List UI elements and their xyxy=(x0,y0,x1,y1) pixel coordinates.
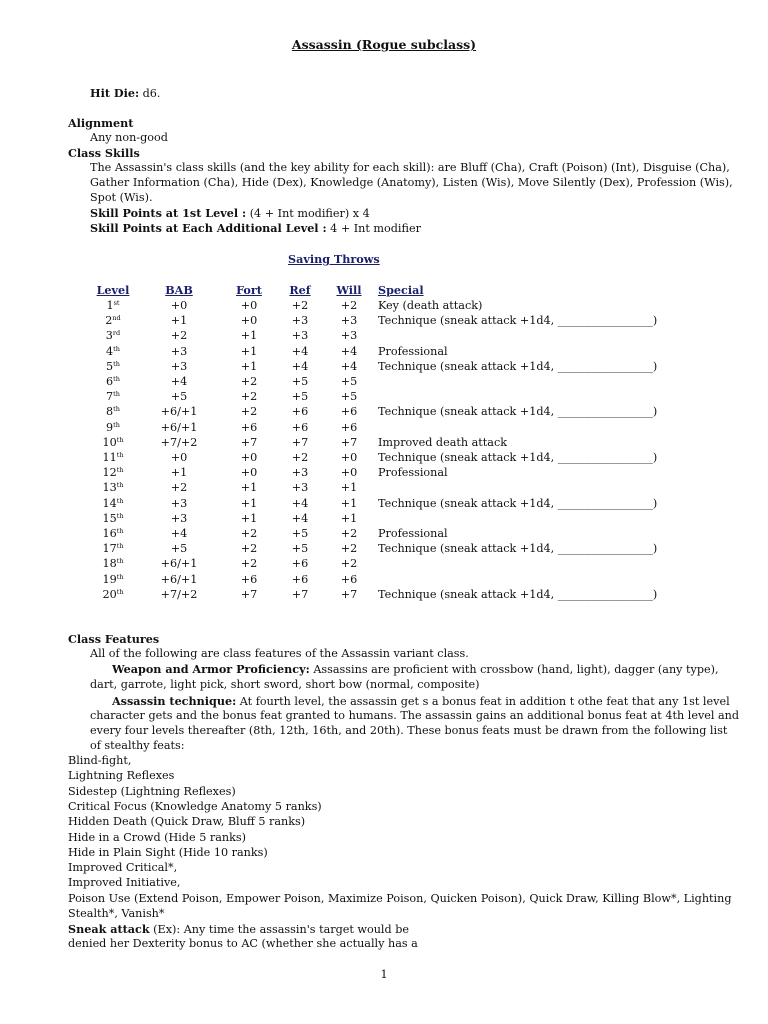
cell-special: Technique (sneak attack +1d4, _________________) xyxy=(378,405,658,419)
class-progression-table xyxy=(86,283,658,602)
cell-special: Technique (sneak attack +1d4, _________________) xyxy=(378,587,658,601)
cell-bab: +6/+1 xyxy=(160,405,198,419)
cell-bab: +0 xyxy=(170,299,188,312)
table-header-row xyxy=(86,283,658,298)
cell-fort: +2 xyxy=(240,557,258,571)
cell-fort: +0 xyxy=(240,314,258,328)
cell-special: Improved death attack xyxy=(378,435,508,449)
level-ordinal-suffix: th xyxy=(116,451,124,460)
skill-points-first-level xyxy=(90,206,370,221)
cell-will: +4 xyxy=(340,359,358,373)
cell-will: +0 xyxy=(340,451,358,465)
level-number: 18 xyxy=(102,557,117,571)
feat-list-item: Poison Use (Extend Poison, Empower Poison, Maximize Poison, Quicken Poison), Quick Draw, Killing Blow*, Lighting xyxy=(68,891,732,905)
level-ordinal-suffix: th xyxy=(116,496,124,505)
cell-special: Professional xyxy=(378,527,448,541)
cell-bab: +6/+1 xyxy=(160,572,198,586)
cell-level xyxy=(86,404,140,419)
cell-fort: +1 xyxy=(240,481,258,495)
cell-ref: +7 xyxy=(291,587,309,601)
cell-special: Professional xyxy=(378,344,448,358)
cell-ref: +3 xyxy=(291,481,309,495)
cell-ref: +6 xyxy=(291,572,309,586)
level-ordinal-suffix: th xyxy=(116,557,124,566)
level-number: 4 xyxy=(106,344,114,358)
cell-fort: +7 xyxy=(240,435,258,449)
cell-ref: +4 xyxy=(291,344,309,358)
weapon-proficiency-line-2: dart, garrote, light pick, short sword, short bow (normal, composite) xyxy=(90,678,480,691)
table-row xyxy=(86,359,658,374)
feat-list-item: Improved Initiative, xyxy=(68,876,181,890)
cell-will: +2 xyxy=(340,527,358,541)
weapon-proficiency-text: Assassins are proficient with crossbow (hand, light), dagger (any type), xyxy=(309,663,719,676)
sneak-attack-line-1 xyxy=(68,922,409,937)
cell-fort: +6 xyxy=(240,420,258,434)
cell-fort: +0 xyxy=(240,451,258,465)
cell-bab: +3 xyxy=(170,496,188,510)
cell-special xyxy=(378,572,658,587)
table-row xyxy=(86,572,658,587)
cell-level xyxy=(86,556,140,571)
cell-will: +7 xyxy=(340,435,358,449)
cell-bab: +1 xyxy=(170,466,188,480)
level-number: 7 xyxy=(106,390,114,404)
hit-die-value: d6. xyxy=(139,87,161,100)
cell-bab: +7/+2 xyxy=(160,435,198,449)
cell-ref: +5 xyxy=(291,390,309,404)
cell-special xyxy=(378,389,658,404)
cell-fort: +1 xyxy=(240,511,258,525)
cell-ref: +3 xyxy=(291,329,309,343)
assassin-technique-line-3: every four levels thereafter (8th, 12th, 16th, and 20th). These bonus feats must be drawn from the following list xyxy=(90,724,728,737)
cell-will: +0 xyxy=(340,466,358,480)
cell-will: +6 xyxy=(340,572,358,586)
assassin-technique-line-1 xyxy=(112,694,730,709)
cell-ref: +4 xyxy=(291,359,309,373)
table-row xyxy=(86,420,658,435)
cell-will: +2 xyxy=(340,299,358,312)
level-ordinal-suffix: rd xyxy=(112,329,121,338)
cell-level xyxy=(86,328,140,343)
cell-will: +4 xyxy=(340,344,358,358)
assassin-technique-text: At fourth level, the assassin get s a bonus feat in addition t othe feat that any 1st level xyxy=(236,695,730,708)
cell-bab: +7/+2 xyxy=(160,587,198,601)
header-bab: BAB xyxy=(165,283,193,297)
level-number: 14 xyxy=(102,496,117,510)
level-ordinal-suffix: th xyxy=(116,527,124,536)
saving-throws-heading: Saving Throws xyxy=(288,252,380,266)
feat-list-item: Sidestep (Lightning Reflexes) xyxy=(68,784,236,798)
cell-ref: +6 xyxy=(291,405,309,419)
table-row xyxy=(86,496,658,511)
feat-list-item: Improved Critical*, xyxy=(68,861,178,875)
cell-ref: +6 xyxy=(291,557,309,571)
cell-special: Technique (sneak attack +1d4, _________________) xyxy=(378,496,658,510)
hit-die-line xyxy=(90,86,161,101)
cell-level xyxy=(86,541,140,556)
table-row xyxy=(86,587,658,602)
header-level: Level xyxy=(96,283,130,297)
cell-bab: +0 xyxy=(170,451,188,465)
level-ordinal-suffix: th xyxy=(113,375,120,384)
level-number: 1 xyxy=(106,299,114,312)
class-features-intro: All of the following are class features of the Assassin variant class. xyxy=(90,647,469,660)
level-ordinal-suffix: th xyxy=(113,344,120,353)
cell-special: Technique (sneak attack +1d4, _________________) xyxy=(378,359,658,373)
sneak-attack-label: Sneak attack xyxy=(68,922,150,936)
class-skills-line-2: Gather Information (Cha), Hide (Dex), Knowledge (Anatomy), Listen (Wis), Move Silently (Dex), Profession (Wis), xyxy=(90,176,733,189)
level-number: 2 xyxy=(105,314,113,328)
table-row xyxy=(86,511,658,526)
cell-will: +1 xyxy=(340,481,358,495)
table-row xyxy=(86,541,658,556)
level-ordinal-suffix: th xyxy=(113,390,120,399)
cell-ref: +3 xyxy=(291,314,309,328)
cell-will: +7 xyxy=(340,587,358,601)
cell-special xyxy=(378,328,658,343)
cell-ref: +5 xyxy=(291,542,309,556)
level-ordinal-suffix: th xyxy=(113,420,120,429)
cell-bab: +2 xyxy=(170,481,188,495)
table-row xyxy=(86,328,658,343)
cell-bab: +3 xyxy=(170,359,188,373)
cell-ref: +4 xyxy=(291,496,309,510)
cell-will: +3 xyxy=(340,314,358,328)
cell-special xyxy=(378,420,658,435)
table-row xyxy=(86,465,658,480)
feat-list-item: Blind-fight, xyxy=(68,754,132,767)
weapon-proficiency-line-1 xyxy=(112,662,719,677)
level-ordinal-suffix: th xyxy=(116,587,124,596)
table-row xyxy=(86,450,658,465)
cell-ref: +2 xyxy=(291,451,309,465)
table-row xyxy=(86,389,658,404)
cell-will: +2 xyxy=(340,542,358,556)
level-number: 12 xyxy=(102,466,117,480)
cell-level xyxy=(86,420,140,435)
skill-points-additional-label: Skill Points at Each Additional Level : xyxy=(90,221,327,235)
cell-fort: +2 xyxy=(240,542,258,556)
cell-special xyxy=(378,374,658,389)
alignment-heading: Alignment xyxy=(68,116,134,130)
cell-bab: +3 xyxy=(170,511,188,525)
cell-fort: +7 xyxy=(240,587,258,601)
table-row xyxy=(86,404,658,419)
level-number: 13 xyxy=(102,481,117,495)
cell-bab: +5 xyxy=(170,542,188,556)
cell-bab: +2 xyxy=(170,329,188,343)
cell-fort: +0 xyxy=(240,466,258,480)
level-number: 5 xyxy=(106,359,114,373)
hit-die-label: Hit Die: xyxy=(90,86,140,100)
sneak-attack-text: (Ex): Any time the assassin's target would be xyxy=(149,923,410,936)
level-number: 20 xyxy=(102,587,117,601)
level-ordinal-suffix: th xyxy=(116,572,124,581)
cell-will: +1 xyxy=(340,511,358,525)
level-ordinal-suffix: st xyxy=(113,299,120,307)
cell-will: +1 xyxy=(340,496,358,510)
cell-will: +6 xyxy=(340,420,358,434)
skill-points-additional-value: 4 + Int modifier xyxy=(326,222,421,235)
table-row xyxy=(86,556,658,571)
cell-special: Key (death attack) xyxy=(378,299,483,312)
alignment-value: Any non-good xyxy=(90,131,168,144)
cell-level xyxy=(86,313,140,328)
cell-special: Professional xyxy=(378,466,448,480)
level-ordinal-suffix: th xyxy=(116,481,124,490)
cell-level xyxy=(86,374,140,389)
cell-bab: +6/+1 xyxy=(160,420,198,434)
cell-level xyxy=(86,450,140,465)
cell-level xyxy=(86,587,140,602)
feat-list-item: Lightning Reflexes xyxy=(68,769,175,783)
cell-level xyxy=(86,389,140,404)
assassin-technique-label: Assassin technique: xyxy=(112,694,237,708)
table-row xyxy=(86,298,658,313)
cell-level xyxy=(86,572,140,587)
sneak-attack-line-2: denied her Dexterity bonus to AC (whether she actually has a xyxy=(68,937,418,950)
feat-list-item: Hide in Plain Sight (Hide 10 ranks) xyxy=(68,845,268,859)
cell-bab: +1 xyxy=(170,314,188,328)
cell-fort: +1 xyxy=(240,496,258,510)
cell-level xyxy=(86,435,140,450)
table-row xyxy=(86,313,658,328)
level-ordinal-suffix: th xyxy=(113,405,120,414)
cell-fort: +6 xyxy=(240,572,258,586)
page-number: 1 xyxy=(380,968,388,981)
level-number: 17 xyxy=(102,542,117,556)
header-will: Will xyxy=(336,283,362,297)
cell-level xyxy=(86,298,140,313)
skill-points-first-value: (4 + Int modifier) x 4 xyxy=(246,207,370,220)
cell-special xyxy=(378,511,658,526)
cell-ref: +5 xyxy=(291,375,309,389)
level-number: 11 xyxy=(102,451,117,465)
level-number: 9 xyxy=(106,420,114,434)
cell-special: Technique (sneak attack +1d4, _________________) xyxy=(378,451,658,465)
weapon-proficiency-label: Weapon and Armor Proficiency: xyxy=(112,662,310,676)
level-number: 6 xyxy=(106,375,114,389)
cell-fort: +0 xyxy=(240,299,258,312)
page-title: Assassin (Rogue subclass) xyxy=(291,37,477,52)
level-ordinal-suffix: th xyxy=(116,511,124,520)
feat-list-item: Hide in a Crowd (Hide 5 ranks) xyxy=(68,830,246,844)
level-ordinal-suffix: th xyxy=(113,359,120,368)
cell-level xyxy=(86,359,140,374)
skill-points-first-label: Skill Points at 1st Level : xyxy=(90,206,247,220)
cell-ref: +3 xyxy=(291,466,309,480)
cell-special xyxy=(378,556,658,571)
class-skills-line-3: Spot (Wis). xyxy=(90,191,153,204)
cell-bab: +6/+1 xyxy=(160,557,198,571)
assassin-technique-line-4: of stealthy feats: xyxy=(90,739,185,752)
cell-special: Technique (sneak attack +1d4, _________________) xyxy=(378,314,658,328)
cell-ref: +4 xyxy=(291,511,309,525)
cell-will: +5 xyxy=(340,375,358,389)
cell-will: +2 xyxy=(340,557,358,571)
cell-ref: +2 xyxy=(291,299,309,312)
cell-level xyxy=(86,344,140,359)
feat-list-item: Stealth*, Vanish* xyxy=(68,907,165,920)
level-number: 19 xyxy=(102,572,117,586)
level-number: 3 xyxy=(105,329,113,343)
table-row xyxy=(86,374,658,389)
class-skills-line-1: The Assassin's class skills (and the key ability for each skill): are Bluff (Cha), Craft (Poison) (Int), Disguise (Cha), xyxy=(90,161,730,174)
table-row xyxy=(86,526,658,541)
cell-ref: +7 xyxy=(291,435,309,449)
cell-fort: +2 xyxy=(240,527,258,541)
table-row xyxy=(86,344,658,359)
class-skills-heading: Class Skills xyxy=(68,146,140,160)
cell-will: +3 xyxy=(340,329,358,343)
header-special: Special xyxy=(378,283,424,297)
feat-list-item: Hidden Death (Quick Draw, Bluff 5 ranks) xyxy=(68,815,306,829)
cell-fort: +2 xyxy=(240,375,258,389)
level-ordinal-suffix: nd xyxy=(112,314,121,323)
cell-level xyxy=(86,496,140,511)
level-number: 10 xyxy=(102,435,117,449)
level-number: 8 xyxy=(106,405,114,419)
cell-level xyxy=(86,480,140,495)
header-ref: Ref xyxy=(289,283,311,297)
table-body xyxy=(86,298,658,602)
cell-will: +5 xyxy=(340,390,358,404)
table-row xyxy=(86,435,658,450)
cell-special xyxy=(378,480,658,495)
header-fort: Fort xyxy=(236,283,262,297)
cell-fort: +2 xyxy=(240,405,258,419)
cell-ref: +6 xyxy=(291,420,309,434)
level-ordinal-suffix: th xyxy=(116,542,124,551)
skill-points-additional-level xyxy=(90,221,421,236)
cell-level xyxy=(86,526,140,541)
cell-fort: +1 xyxy=(240,344,258,358)
cell-bab: +4 xyxy=(170,527,188,541)
cell-ref: +5 xyxy=(291,527,309,541)
level-number: 15 xyxy=(102,511,117,525)
cell-fort: +1 xyxy=(240,359,258,373)
cell-will: +6 xyxy=(340,405,358,419)
cell-special: Technique (sneak attack +1d4, _________________) xyxy=(378,542,658,556)
level-number: 16 xyxy=(102,527,117,541)
cell-level xyxy=(86,511,140,526)
cell-bab: +5 xyxy=(170,390,188,404)
table-row xyxy=(86,480,658,495)
level-ordinal-suffix: th xyxy=(116,466,124,475)
cell-level xyxy=(86,465,140,480)
cell-bab: +4 xyxy=(170,375,188,389)
level-ordinal-suffix: th xyxy=(116,435,124,444)
assassin-technique-line-2: character gets and the bonus feat granted to humans. The assassin gains an additional bonus feat at 4th level and xyxy=(90,709,740,722)
cell-fort: +1 xyxy=(240,329,258,343)
class-features-heading: Class Features xyxy=(68,632,160,646)
cell-fort: +2 xyxy=(240,390,258,404)
cell-bab: +3 xyxy=(170,344,188,358)
feat-list-item: Critical Focus (Knowledge Anatomy 5 ranks) xyxy=(68,799,322,813)
